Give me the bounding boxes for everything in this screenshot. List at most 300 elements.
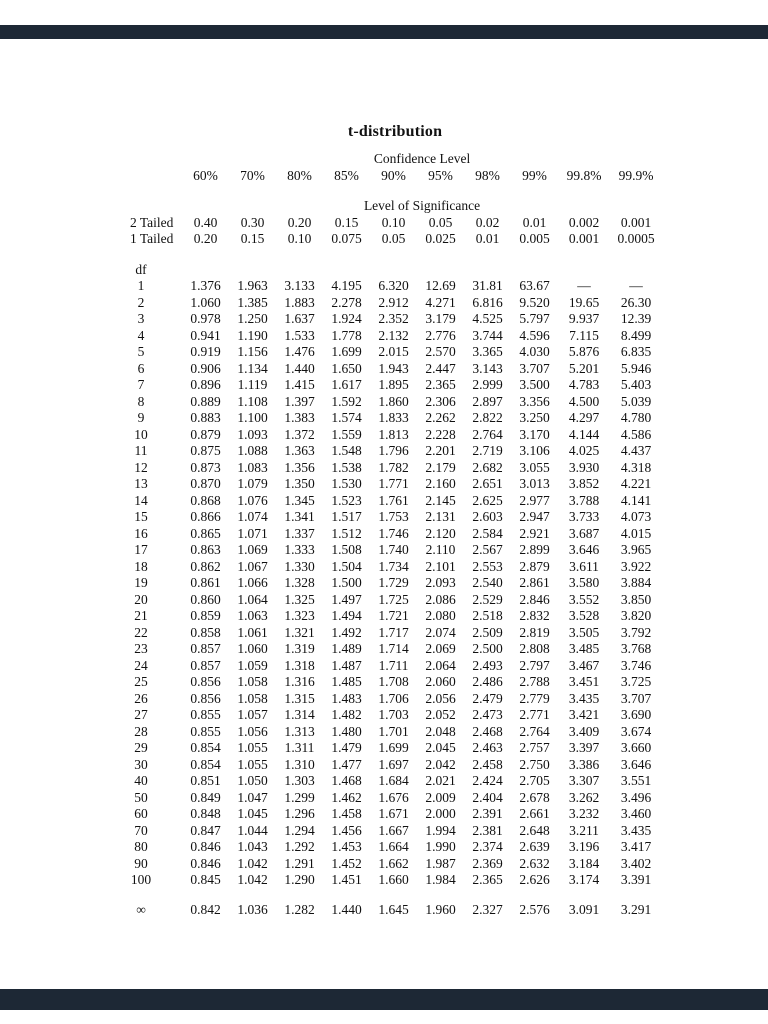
value-cell: 2.327 [472, 901, 503, 917]
value-cell: 90% [381, 167, 406, 183]
df-cell: 16 [134, 525, 148, 541]
table-row [100, 559, 662, 576]
value-cell: 3.091 [568, 901, 600, 917]
two-tailed-label: 2 Tailed [130, 214, 174, 230]
value-cell: 2.042 [425, 756, 456, 772]
value-cell: 0.879 [190, 426, 221, 442]
value-cell: 12.39 [620, 311, 652, 326]
df-cell: 15 [134, 509, 148, 524]
df-cell: 12 [134, 459, 148, 475]
value-cell: 3.500 [519, 377, 550, 392]
table-row [100, 625, 662, 642]
value-cell: 1.664 [378, 839, 409, 854]
value-cell: 1.984 [425, 872, 456, 887]
value-cell: 0.842 [190, 901, 221, 917]
value-cell: 2.365 [425, 377, 456, 392]
value-cell: 1.721 [378, 608, 409, 623]
value-cell: 2.080 [425, 608, 456, 623]
value-cell: 1.782 [378, 459, 409, 475]
value-cell: 1.994 [425, 822, 456, 838]
spacer-row [100, 889, 662, 902]
value-cell: 2.567 [472, 542, 503, 557]
value-cell: 1.315 [284, 690, 315, 706]
value-cell: 0.858 [190, 624, 221, 640]
value-cell: 3.435 [620, 822, 652, 838]
value-cell: 1.667 [378, 822, 409, 838]
value-cell: 1.456 [331, 822, 362, 838]
value-cell: 1.333 [284, 542, 315, 557]
value-cell: 2.529 [472, 591, 503, 607]
value-cell: 4.271 [425, 294, 456, 310]
value-cell: 6.835 [620, 344, 652, 359]
value-cell: 1.987 [425, 855, 456, 871]
value-cell: 1.676 [378, 789, 409, 805]
value-cell: 2.056 [425, 690, 456, 706]
value-cell: 0.025 [425, 231, 456, 246]
spacer-row [100, 184, 662, 198]
value-cell: 1.330 [284, 558, 315, 574]
table-row [100, 476, 662, 493]
value-cell: 0.855 [190, 723, 221, 739]
value-cell: 1.530 [331, 476, 362, 491]
value-cell: 1.512 [331, 525, 362, 541]
df-cell: 50 [134, 789, 148, 805]
value-cell: 1.383 [284, 410, 315, 425]
df-cell: 22 [134, 624, 148, 640]
df-cell: 40 [134, 773, 148, 788]
value-cell: 2.179 [425, 459, 456, 475]
df-cell: 17 [134, 542, 148, 557]
value-cell: 2.381 [472, 822, 503, 838]
document-viewer-page-gap-bottom [0, 989, 768, 1010]
value-cell: 4.437 [620, 443, 652, 458]
value-cell: 63.67 [519, 278, 550, 293]
value-cell: 2.365 [472, 872, 503, 887]
df-cell: 2 [137, 294, 145, 310]
df-cell: 3 [137, 311, 145, 326]
value-cell: 5.403 [620, 377, 652, 392]
value-cell: 0.859 [190, 608, 221, 623]
value-cell: 0.896 [190, 377, 221, 392]
value-cell: 1.483 [331, 690, 362, 706]
df-cell: 7 [137, 377, 145, 392]
table-row [100, 856, 662, 873]
value-cell: 1.415 [284, 377, 315, 392]
value-cell: 2.846 [519, 591, 550, 607]
table-row [100, 757, 662, 774]
value-cell: 5.797 [519, 311, 550, 326]
value-cell: 0.01 [522, 214, 547, 230]
value-cell: 0.05 [428, 214, 453, 230]
value-cell: 1.796 [378, 443, 409, 458]
table-row [100, 542, 662, 559]
value-cell: 80% [287, 167, 312, 183]
value-cell: 2.879 [519, 558, 550, 574]
table-row [100, 311, 662, 328]
confidence-header-row [100, 151, 662, 168]
value-cell: 0.856 [190, 674, 221, 689]
value-cell: 3.930 [568, 459, 600, 475]
table-row [100, 427, 662, 444]
value-cell: — [629, 278, 643, 293]
value-cell: 3.055 [519, 459, 550, 475]
value-cell: 3.143 [472, 360, 503, 376]
value-cell: 4.500 [568, 393, 600, 409]
value-cell: 3.820 [620, 608, 652, 623]
df-cell: 24 [134, 657, 148, 673]
value-cell: 60% [193, 167, 218, 183]
one-tailed-row [100, 231, 662, 248]
value-cell: 4.015 [620, 525, 652, 541]
value-cell: 4.586 [620, 426, 652, 442]
value-cell: 1.708 [378, 674, 409, 689]
value-cell: 1.055 [237, 756, 268, 772]
value-cell: 1.063 [237, 608, 268, 623]
value-cell: 1.059 [237, 657, 268, 673]
value-cell: 2.479 [472, 690, 503, 706]
value-cell: 9.520 [519, 294, 550, 310]
value-cell: 1.662 [378, 855, 409, 871]
value-cell: 3.552 [568, 591, 600, 607]
value-cell: 1.487 [331, 657, 362, 673]
value-cell: 1.318 [284, 657, 315, 673]
value-cell: 2.064 [425, 657, 456, 673]
df-header-row [100, 262, 662, 279]
value-cell: 1.452 [331, 855, 362, 871]
value-cell: 2.424 [472, 773, 503, 788]
value-cell: 3.397 [568, 740, 600, 755]
value-cell: 0.851 [190, 773, 221, 788]
value-cell: 1.088 [237, 443, 268, 458]
value-cell: 3.402 [620, 855, 652, 871]
value-cell: 1.083 [237, 459, 268, 475]
value-cell: 31.81 [472, 278, 503, 293]
table-row [100, 493, 662, 510]
value-cell: 8.499 [620, 327, 652, 343]
value-cell: 3.232 [568, 806, 600, 821]
value-cell: 2.576 [519, 901, 550, 917]
value-cell: 2.473 [472, 707, 503, 722]
value-cell: 0.978 [190, 311, 221, 326]
value-cell: 1.058 [237, 674, 268, 689]
df-cell: 26 [134, 690, 148, 706]
value-cell: 1.044 [237, 822, 268, 838]
value-cell: 2.808 [519, 641, 550, 656]
table-row [100, 592, 662, 609]
value-cell: 1.061 [237, 624, 268, 640]
value-cell: 99.9% [618, 167, 654, 183]
value-cell: 3.421 [568, 707, 600, 722]
value-cell: 2.912 [378, 294, 409, 310]
value-cell: 0.868 [190, 492, 221, 508]
value-cell: 0.40 [193, 214, 218, 230]
value-cell: 99.8% [566, 167, 602, 183]
value-cell: 1.538 [331, 459, 362, 475]
value-cell: 1.703 [378, 707, 409, 722]
table-row [100, 328, 662, 345]
value-cell: 0.861 [190, 575, 221, 590]
value-cell: 1.397 [284, 393, 315, 409]
value-cell: 2.052 [425, 707, 456, 722]
value-cell: 2.228 [425, 426, 456, 442]
value-cell: 3.307 [568, 773, 600, 788]
value-cell: 1.292 [284, 839, 315, 854]
value-cell: 1.440 [284, 360, 315, 376]
value-cell: 1.100 [237, 410, 268, 425]
value-cell: 2.120 [425, 525, 456, 541]
value-cell: 0.883 [190, 410, 221, 425]
value-cell: 0.919 [190, 344, 221, 359]
value-cell: 0.075 [331, 231, 362, 246]
value-cell: 3.852 [568, 476, 600, 491]
value-cell: 3.646 [568, 542, 600, 557]
value-cell: 2.074 [425, 624, 456, 640]
value-cell: 1.313 [284, 723, 315, 739]
value-cell: 0.854 [190, 740, 221, 755]
value-cell: 3.133 [284, 278, 315, 293]
value-cell: 2.750 [519, 756, 550, 772]
value-cell: 0.848 [190, 806, 221, 821]
table-row [100, 823, 662, 840]
value-cell: 3.179 [425, 311, 456, 326]
value-cell: 7.115 [569, 327, 599, 343]
value-cell: 0.30 [240, 214, 265, 230]
value-cell: 1.043 [237, 839, 268, 854]
value-cell: 1.592 [331, 393, 362, 409]
table-row [100, 295, 662, 312]
value-cell: 1.190 [237, 327, 268, 343]
value-cell: 1.310 [284, 756, 315, 772]
value-cell: 5.946 [620, 360, 652, 376]
value-cell: 4.783 [568, 377, 600, 392]
value-cell: 1.943 [378, 360, 409, 376]
value-cell: 1.458 [331, 806, 362, 821]
value-cell: 0.855 [190, 707, 221, 722]
value-cell: 1.517 [331, 509, 362, 524]
df-cell: 11 [134, 443, 148, 458]
df-cell: 8 [137, 393, 145, 409]
value-cell: 0.846 [190, 839, 221, 854]
value-cell: 1.480 [331, 723, 362, 739]
value-cell: 2.093 [425, 575, 456, 590]
value-cell: 1.440 [331, 901, 362, 917]
value-cell: 1.771 [378, 476, 409, 491]
value-cell: 1.074 [237, 509, 268, 524]
value-cell: 1.350 [284, 476, 315, 491]
df-cell: 13 [134, 476, 148, 491]
table-row [100, 460, 662, 477]
table-row [100, 575, 662, 592]
value-cell: 4.525 [472, 311, 503, 326]
value-cell: 1.036 [237, 901, 268, 917]
value-cell: 1.699 [331, 344, 362, 359]
value-cell: 1.056 [237, 723, 268, 739]
value-cell: 3.674 [620, 723, 652, 739]
value-cell: 98% [475, 167, 500, 183]
value-cell: 1.860 [378, 393, 409, 409]
value-cell: 2.132 [378, 327, 409, 343]
table-row [100, 790, 662, 807]
value-cell: 2.788 [519, 674, 550, 689]
table-row [100, 707, 662, 724]
value-cell: 3.746 [620, 657, 652, 673]
value-cell: 3.467 [568, 657, 600, 673]
table-row [100, 839, 662, 856]
value-cell: 1.697 [378, 756, 409, 772]
value-cell: 5.039 [620, 393, 652, 409]
value-cell: 19.65 [568, 294, 600, 310]
value-cell: 1.617 [331, 377, 362, 392]
df-cell: 18 [134, 558, 148, 574]
df-cell: 23 [134, 641, 148, 656]
value-cell: 1.071 [237, 525, 268, 541]
value-cell: 1.376 [190, 278, 221, 293]
value-cell: 2.145 [425, 492, 456, 508]
value-cell: 2.719 [472, 443, 503, 458]
value-cell: 1.341 [284, 509, 315, 524]
value-cell: 9.937 [568, 311, 600, 326]
table-row [100, 641, 662, 658]
value-cell: 2.518 [472, 608, 503, 623]
table-row [100, 674, 662, 691]
value-cell: 4.195 [331, 278, 362, 293]
value-cell: 3.184 [568, 855, 600, 871]
table-header-section [100, 151, 662, 278]
table-row [100, 344, 662, 361]
value-cell: 1.060 [237, 641, 268, 656]
df-cell: 14 [134, 492, 148, 508]
value-cell: 26.30 [620, 294, 652, 310]
table-row [100, 740, 662, 757]
value-cell: — [577, 278, 591, 293]
value-cell: 1.319 [284, 641, 315, 656]
df-cell: 100 [130, 872, 152, 887]
table-row [100, 361, 662, 378]
value-cell: 0.20 [287, 214, 312, 230]
value-cell: 1.494 [331, 608, 362, 623]
value-cell: 1.345 [284, 492, 315, 508]
value-cell: 2.045 [425, 740, 456, 755]
value-cell: 2.921 [519, 525, 550, 541]
value-cell: 3.733 [568, 509, 600, 524]
value-cell: 1.500 [331, 575, 362, 590]
value-cell: 1.057 [237, 707, 268, 722]
value-cell: 3.744 [472, 327, 503, 343]
value-cell: 3.196 [568, 839, 600, 854]
df-column-label: df [135, 261, 147, 277]
value-cell: 1.504 [331, 558, 362, 574]
value-cell: 1.119 [237, 377, 268, 392]
value-cell: 1.385 [237, 294, 268, 310]
value-cell: 2.447 [425, 360, 456, 376]
value-cell: 0.0005 [617, 231, 655, 246]
value-cell: 3.451 [568, 674, 600, 689]
value-cell: 0.857 [190, 657, 221, 673]
value-cell: 3.922 [620, 558, 652, 574]
value-cell: 1.363 [284, 443, 315, 458]
value-cell: 3.013 [519, 476, 550, 491]
table-row [100, 658, 662, 675]
df-cell: 90 [134, 855, 148, 871]
value-cell: 3.611 [569, 558, 599, 574]
value-cell: 2.101 [425, 558, 456, 574]
value-cell: 0.001 [620, 214, 652, 230]
value-cell: 0.873 [190, 459, 221, 475]
value-cell: 1.497 [331, 591, 362, 607]
df-cell: 70 [134, 822, 148, 838]
value-cell: 2.509 [472, 624, 503, 640]
value-cell: 3.496 [620, 789, 652, 805]
value-cell: 3.417 [620, 839, 652, 854]
document-viewer-page-gap-top [0, 25, 768, 39]
value-cell: 2.977 [519, 492, 550, 508]
value-cell: 1.453 [331, 839, 362, 854]
value-cell: 3.768 [620, 641, 652, 656]
table-row [100, 691, 662, 708]
value-cell: 2.278 [331, 294, 362, 310]
value-cell: 3.707 [620, 690, 652, 706]
value-cell: 2.009 [425, 789, 456, 805]
value-cell: 2.048 [425, 723, 456, 739]
value-cell: 1.734 [378, 558, 409, 574]
confidence-level-header: Confidence Level [373, 151, 471, 166]
one-tailed-label: 1 Tailed [130, 231, 174, 246]
value-cell: 2.682 [472, 459, 503, 475]
df-cell: 1 [137, 278, 145, 293]
value-cell: 3.391 [620, 872, 652, 887]
value-cell: 2.832 [519, 608, 550, 623]
df-cell: 9 [137, 410, 145, 425]
value-cell: 2.540 [472, 575, 503, 590]
value-cell: 1.069 [237, 542, 268, 557]
value-cell: 1.314 [284, 707, 315, 722]
value-cell: 1.291 [284, 855, 315, 871]
two-tailed-row [100, 215, 662, 232]
value-cell: 3.356 [519, 393, 550, 409]
table-row [100, 806, 662, 823]
value-cell: 2.404 [472, 789, 503, 805]
confidence-levels-row [100, 168, 662, 185]
value-cell: 1.671 [378, 806, 409, 821]
value-cell: 0.002 [568, 214, 600, 230]
value-cell: 12.69 [425, 278, 456, 293]
value-cell: 2.776 [425, 327, 456, 343]
value-cell: 1.813 [378, 426, 409, 442]
df-cell: 19 [134, 575, 148, 590]
value-cell: 2.661 [519, 806, 550, 821]
table-row [100, 377, 662, 394]
value-cell: 1.108 [237, 393, 268, 409]
value-cell: 4.073 [620, 509, 652, 524]
value-cell: 4.596 [519, 327, 550, 343]
value-cell: 1.559 [331, 426, 362, 442]
value-cell: 2.757 [519, 740, 550, 755]
value-cell: 0.849 [190, 789, 221, 805]
value-cell: 3.460 [620, 806, 652, 821]
value-cell: 0.860 [190, 591, 221, 607]
value-cell: 0.857 [190, 641, 221, 656]
value-cell: 0.846 [190, 855, 221, 871]
value-cell: 1.729 [378, 575, 409, 590]
value-cell: 1.485 [331, 674, 362, 689]
value-cell: 3.707 [519, 360, 550, 376]
value-cell: 1.337 [284, 525, 315, 541]
value-cell: 1.706 [378, 690, 409, 706]
df-cell: ∞ [136, 901, 146, 917]
value-cell: 3.551 [620, 773, 652, 788]
value-cell: 1.684 [378, 773, 409, 788]
value-cell: 2.764 [519, 723, 550, 739]
